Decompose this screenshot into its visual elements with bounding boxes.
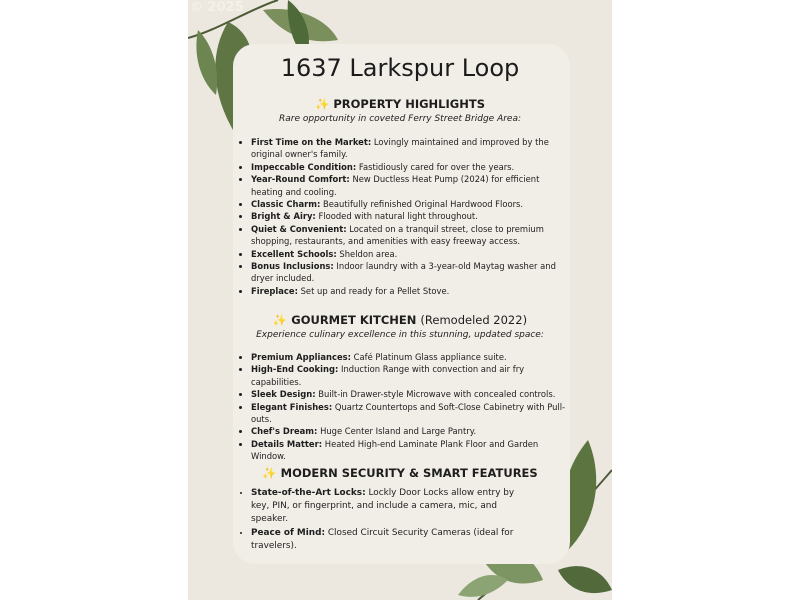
highlights-heading: ✨ PROPERTY HIGHLIGHTS — [315, 97, 485, 111]
highlights-list — [240, 136, 567, 297]
list-item: • Impeccable Condition: Fastidiously cared for over the years. — [251, 161, 567, 173]
listing-flyer — [188, 0, 612, 600]
security-heading: ✨ MODERN SECURITY & SMART FEATURES — [262, 466, 538, 480]
list-item: • Bright & Airy: Flooded with natural light throughout. — [251, 210, 567, 222]
kitchen-heading: ✨ GOURMET KITCHEN (Remodeled 2022) — [272, 313, 528, 327]
list-item: • Elegant Finishes: Quartz Countertops and Soft-Close Cabinetry with Pull-outs. — [251, 401, 567, 426]
list-item: • High-End Cooking: Induction Range with convection and air fry capabilities. — [251, 363, 567, 388]
kitchen-list — [240, 351, 567, 463]
list-item: • Quiet & Convenient: Located on a tranquil street, close to premium shopping, restaurants, and amenities with easy freeway access. — [251, 223, 567, 248]
list-item: • Year-Round Comfort: New Ductless Heat Pump (2024) for efficient heating and cooling. — [251, 173, 567, 198]
list-item: • Classic Charm: Beautifully refinished Original Hardwood Floors. — [251, 198, 567, 210]
list-item: • Details Matter: Heated High-end Laminate Plank Floor and Garden Window. — [251, 438, 567, 463]
list-item: • Excellent Schools: Sheldon area. — [251, 248, 567, 260]
list-item: • Premium Appliances: Café Platinum Glass appliance suite. — [251, 351, 567, 363]
list-item: • Fireplace: Set up and ready for a Pellet Stove. — [251, 285, 567, 297]
kitchen-subtitle: Experience culinary excellence in this stunning, updated space: — [256, 330, 544, 340]
copyright-watermark: © 2025 — [190, 0, 244, 15]
list-item: • Peace of Mind: Closed Circuit Security Cameras (ideal for travelers). — [251, 527, 533, 553]
list-item: • Chef's Dream: Huge Center Island and Large Pantry. — [251, 425, 567, 437]
sparkle-icon: ✨ — [272, 313, 288, 327]
sparkle-icon: ✨ — [315, 97, 330, 111]
security-list — [240, 487, 533, 553]
sparkle-icon: ✨ — [262, 466, 277, 480]
highlights-subtitle: Rare opportunity in coveted Ferry Street Bridge Area: — [278, 114, 522, 124]
property-address-title: 1637 Larkspur Loop — [280, 54, 520, 82]
list-item: • Sleek Design: Built-in Drawer-style Microwave with concealed controls. — [251, 388, 567, 400]
list-item: • State-of-the-Art Locks: Lockly Door Locks allow entry by key, PIN, or fingerprint, and include a camera, mic, and speaker. — [251, 487, 533, 527]
list-item: • Bonus Inclusions: Indoor laundry with a 3-year-old Maytag washer and dryer included. — [251, 260, 567, 285]
list-item: • First Time on the Market: Lovingly maintained and improved by the original owner's family. — [251, 136, 567, 161]
